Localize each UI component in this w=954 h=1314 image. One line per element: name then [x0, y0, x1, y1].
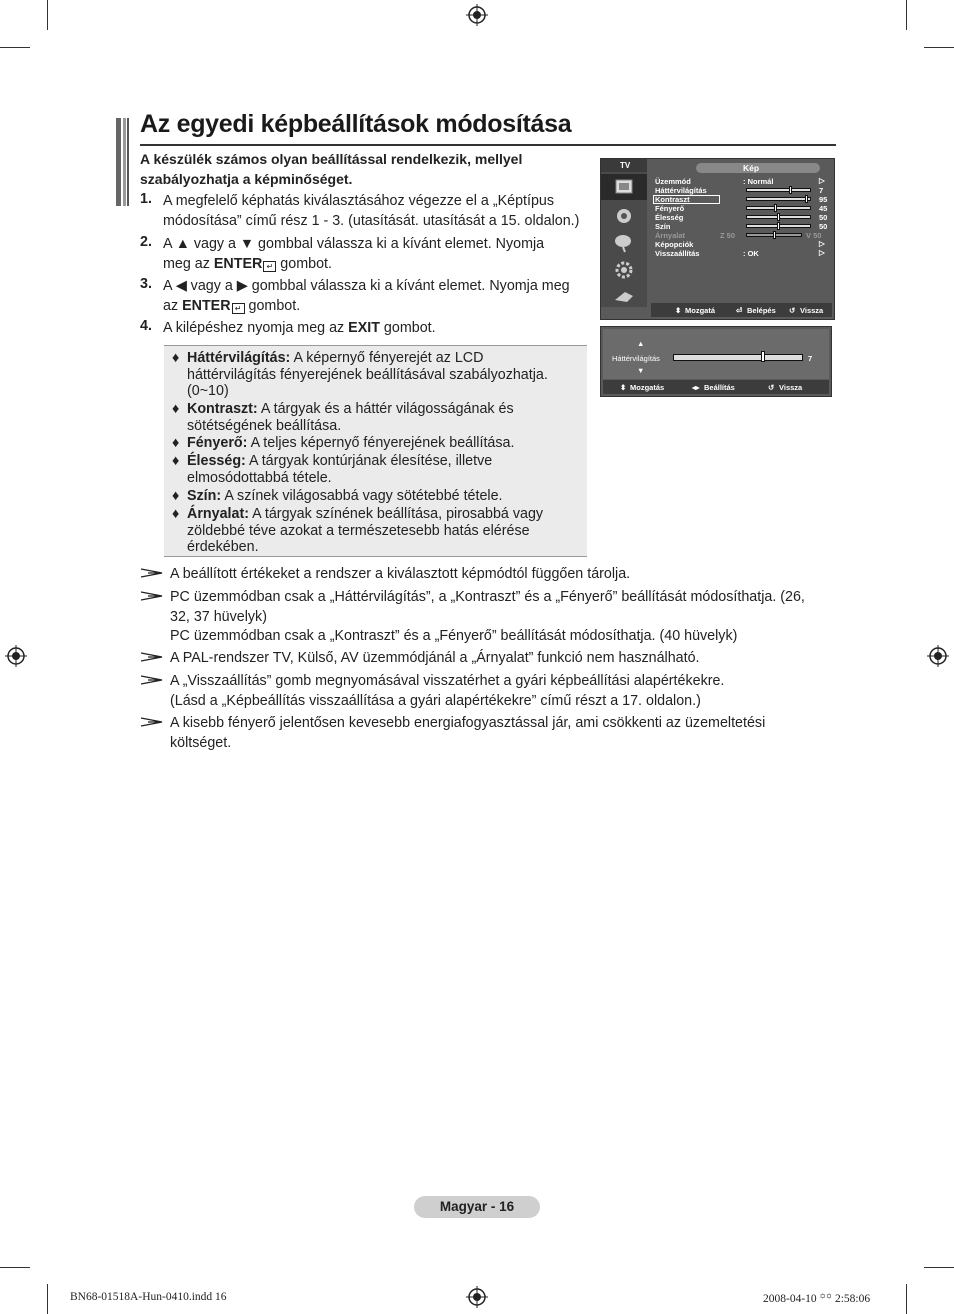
registration-mark-icon — [466, 1286, 488, 1308]
osd-footer-return: Vissza — [800, 306, 824, 315]
step-text — [163, 234, 593, 274]
osd-row-value: : Normál — [743, 177, 774, 186]
picture-icon[interactable] — [601, 174, 647, 200]
step-text: A kilépéshez nyomja meg az EXIT gombot. — [163, 320, 436, 336]
step-text — [163, 276, 593, 316]
note-arrow-icon — [140, 716, 164, 728]
definition-item: ♦ Árnyalat: A tárgyak színének beállítása, pirosabbá vagy zöldebbé téve azokat a természetesebb hatás elérése érdekében. — [172, 506, 544, 555]
osd-slider-dialog — [600, 326, 832, 397]
crop-mark — [906, 0, 907, 30]
note-arrow-icon — [140, 567, 164, 579]
enter-icon: ↵ — [232, 303, 245, 314]
page-title: Az egyedi képbeállítások módosítása — [140, 110, 572, 138]
exit-key: EXIT — [348, 320, 380, 336]
osd-picture-menu — [600, 158, 835, 320]
enter-key: ENTER — [213, 256, 263, 272]
step-number: 3. — [140, 276, 152, 292]
note: A kisebb fényerő jelentősen kevesebb energiafogyasztással jár, ami csökkenti az üzemeltetési költséget. — [170, 715, 766, 751]
arrow-down-icon: ▼ — [637, 366, 645, 375]
page-number-badge: Magyar - 16 — [414, 1196, 540, 1218]
crop-mark — [0, 1267, 30, 1268]
definition-item: ♦ Fényerő: A teljes képernyő fényerejének beállítása. — [172, 435, 515, 451]
osd-row-number: 7 — [819, 186, 824, 195]
osd-row-value: : OK — [743, 249, 759, 258]
arrow-up-icon: ▲ — [637, 339, 645, 348]
osd-row-number: 50 — [819, 213, 828, 222]
registration-mark-icon — [5, 645, 27, 667]
crop-mark — [47, 0, 48, 30]
input-icon[interactable] — [601, 284, 647, 310]
intro-text: A készülék számos olyan beállítással rendelkezik, mellyel szabályozhatja a képminőséget. — [140, 151, 523, 187]
diamond-icon: ♦ — [172, 435, 180, 451]
enter-icon: ⏎ — [736, 306, 743, 315]
osd-menu-title: Kép — [743, 163, 760, 173]
step-number: 1. — [140, 191, 152, 207]
note-arrow-icon — [140, 674, 164, 686]
definition-item: ♦ Élesség: A tárgyak kontúrjának élesítése, illetve elmosódottabbá tétele. — [172, 453, 493, 486]
osd-slider-knob[interactable] — [805, 195, 808, 203]
step-line: az ENTER ↵ gombot. — [163, 298, 301, 314]
step-text: A megfelelő képhatás kiválasztásához végezze el a „Képtípus módosítása” című rész 1 - 3. (utasítását. utasítását a 15. oldalon.) — [163, 193, 580, 229]
sound-icon[interactable] — [601, 203, 647, 229]
adjust-icon: ◂▸ — [692, 383, 700, 392]
note: A beállított értékeket a rendszer a kiválasztott képmódtól függően tárolja. — [170, 566, 631, 582]
move-icon: ⬍ — [675, 306, 682, 315]
osd-row-label[interactable]: Élesség — [655, 213, 684, 222]
crop-mark — [47, 1284, 48, 1314]
note-arrow-icon — [140, 651, 164, 663]
setup-icon[interactable] — [601, 257, 647, 283]
osd-footer-enter: Belépés — [747, 306, 776, 315]
definition-item: ♦ Szín: A színek világosabbá vagy sötétebbé tétele. — [172, 488, 503, 504]
osd-row-label[interactable]: Kontraszt — [655, 195, 690, 204]
return-icon: ↺ — [789, 306, 796, 315]
osd-slider-bar[interactable] — [746, 197, 811, 201]
registration-mark-icon — [466, 4, 488, 26]
osd-row-label[interactable]: Árnyalat — [655, 231, 686, 240]
osd-row-label[interactable]: Üzemmód — [655, 177, 691, 186]
osd-slider-knob[interactable] — [777, 213, 780, 221]
osd-slider-knob[interactable] — [777, 222, 780, 230]
osd-footer-return: Vissza — [779, 383, 803, 392]
crop-mark — [924, 47, 954, 48]
registration-mark-icon — [927, 645, 949, 667]
osd-footer-move: Mozgatá — [685, 306, 715, 315]
osd-slider-bar[interactable] — [746, 188, 811, 192]
osd-slider-value: 7 — [808, 354, 813, 363]
osd-row-label[interactable]: Háttérvilágítás — [655, 186, 707, 195]
osd-slider-bar[interactable] — [673, 354, 803, 361]
note: A „Visszaállítás” gomb megnyomásával visszatérhet a gyári képbeállítási alapértékekre. (Lásd a „Képbeállítás visszaállítása a gyári alapértékekre” című részt a 17. oldalon.) — [170, 673, 725, 709]
crop-mark — [906, 1284, 907, 1314]
arrow-right-icon: ▷ — [819, 176, 825, 185]
osd-tint-z: Z 50 — [720, 231, 736, 240]
osd-slider-bar[interactable] — [746, 206, 811, 210]
return-icon: ↺ — [768, 383, 775, 392]
diamond-icon: ♦ — [172, 506, 180, 522]
title-rule — [140, 144, 836, 146]
osd-row-label[interactable]: Fényerő — [655, 204, 685, 213]
osd-slider-knob — [773, 231, 776, 239]
note: PC üzemmódban csak a „Háttérvilágítás”, a „Kontraszt” és a „Fényerő” beállítását módosíthatja. (26, 32, 37 hüvelyk) PC üzemmódban csak a „Kontraszt” és a „Fényerő” beállítását módosíthatja. (40 hüvelyk) — [170, 589, 805, 644]
diamond-icon: ♦ — [172, 453, 180, 469]
diamond-icon: ♦ — [172, 401, 180, 417]
osd-row-number: 50 — [819, 222, 828, 231]
definition-item: ♦ Kontraszt: A tárgyak és a háttér világosságának és sötétségének beállítása. — [172, 401, 514, 434]
step-line: meg az ENTER ↵ gombot. — [163, 256, 332, 272]
crop-mark — [0, 47, 30, 48]
osd-slider-knob[interactable] — [774, 204, 777, 212]
arrow-right-icon: ▷ — [819, 239, 825, 248]
enter-icon: ↵ — [263, 261, 276, 272]
osd-slider-knob[interactable] — [789, 186, 792, 194]
osd-slider-label: Háttérvilágítás — [612, 354, 660, 363]
channel-icon[interactable] — [601, 230, 647, 256]
step-line: A ◀ vagy a ▶ gombbal válassza ki a kívánt elemet. Nyomja meg — [163, 278, 570, 294]
step-line: A ▲ vagy a ▼ gombbal válassza ki a kívánt elemet. Nyomja — [163, 236, 545, 252]
crop-mark — [924, 1267, 954, 1268]
osd-tv-label: TV — [620, 161, 631, 170]
step-number: 4. — [140, 318, 152, 334]
enter-key: ENTER — [182, 298, 231, 314]
diamond-icon: ♦ — [172, 350, 180, 366]
osd-row-label[interactable]: Képopciók — [655, 240, 694, 249]
osd-row-label[interactable]: Szín — [655, 222, 671, 231]
osd-tint-v: V 50 — [806, 231, 822, 240]
definition-item: ♦ Háttérvilágítás: A képernyő fényerejét az LCD háttérvilágítás fényerejének beállításával szabályozhatja. (0~10) — [172, 350, 548, 399]
arrow-right-icon: ▷ — [819, 248, 825, 257]
step-number: 2. — [140, 234, 152, 250]
note: A PAL-rendszer TV, Külső, AV üzemmódjánál a „Árnyalat” funkció nem használható. — [170, 650, 700, 666]
osd-slider-knob[interactable] — [761, 351, 765, 362]
osd-row-number: 95 — [819, 195, 828, 204]
osd-row-number: 45 — [819, 204, 828, 213]
print-footer-file: BN68-01518A-Hun-0410.indd 16 — [70, 1291, 227, 1303]
note-arrow-icon — [140, 590, 164, 602]
osd-row-label[interactable]: Visszaállítás — [655, 249, 700, 258]
move-icon: ⬍ — [620, 383, 627, 392]
osd-footer-adjust: Beállítás — [704, 383, 735, 392]
osd-footer-move: Mozgatás — [630, 383, 665, 392]
print-footer-date: 2008-04-10 ꙳꙳ 2:58:06 — [763, 1293, 871, 1305]
diamond-icon: ♦ — [172, 488, 180, 504]
